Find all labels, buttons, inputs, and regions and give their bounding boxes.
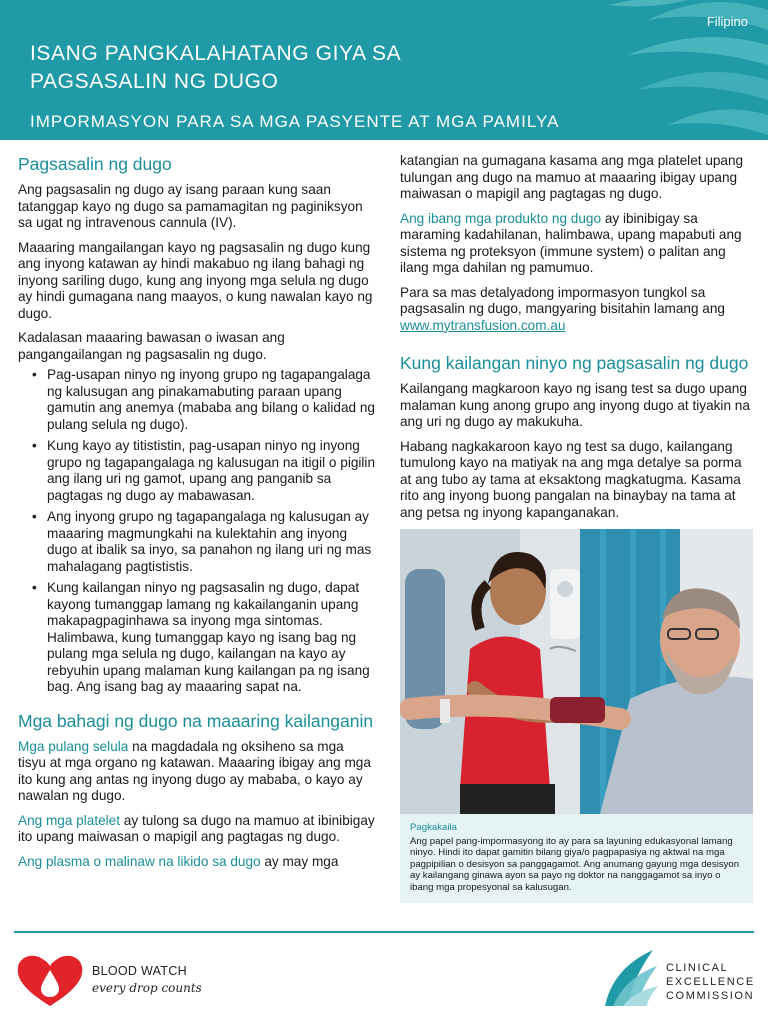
cec-line-1: CLINICAL xyxy=(666,962,729,974)
paragraph-other-products xyxy=(400,211,755,277)
paragraph-red-cells xyxy=(18,739,375,805)
text-platelets: ay tulong sa dugo na mamuo at ibinibigay ito upang maiwasan o mapigil ang pagtagas ng dugo. xyxy=(18,812,375,844)
term-platelets: Ang mga platelet xyxy=(18,812,121,828)
disclaimer-text: Ang papel pang-impormasyong ito ay para sa layuning edukasyonal lamang ninyo. Hindi ito dapat gamitin bilang giya/o pagpapasiya ng aktwal na mga pagpipilian o desisyon sa panggagamot. Ang anumang gayung mga desisyon ay kailangang ginawa ayon sa payo ng doktor na nanggagamot sa inyo o ibang mga propesyonal sa kalusugan. xyxy=(410,835,740,893)
disclaimer-label: Pagkakaila xyxy=(410,822,457,833)
cec-name xyxy=(666,961,755,1003)
disclaimer-box xyxy=(400,814,753,903)
bullet-list xyxy=(30,367,375,696)
paragraph-reasons: Maaaring mangailangan kayo ng pagsasalin ng dugo kung ang inyong katawan ay hindi makabuo ng ilang bahagi ng inyong sariling dugo, kung ang inyong mga selula ng dugo ay hindi gumagana nang maayos, o kung nawalan kayo ng dugo. xyxy=(18,239,373,321)
blood-watch-name: BLOOD WATCH xyxy=(92,964,187,978)
cec-logo xyxy=(603,946,763,1012)
text-more-info: Para sa mas detalyadong impormasyon tungkol sa pagsasalin ng dugo, mangyaring bisitahin lamang ang xyxy=(400,284,725,316)
term-plasma: Ang plasma o malinaw na likido sa dugo xyxy=(18,853,261,869)
list-item: • Pag-usapan ninyo ng inyong grupo ng tagapangalaga ng kalusugan ang pinakamabuting paraan upang gamutin ang anemya (mababa ang bilang o kalidad ng pulang selula ng dugo). xyxy=(30,367,375,433)
cec-line-2: EXCELLENCE xyxy=(666,976,755,988)
list-item: • Ang inyong grupo ng tagapangalaga ng kalusugan ay maaaring magmungkahi na kulektahin ang inyong dugo at ibalik sa inyo, sa panahon ng ilang uri ng mas mahalagang pagtististis. xyxy=(30,509,375,575)
text-plasma: ay may mga xyxy=(260,853,339,869)
language-label: Filipino xyxy=(706,14,748,29)
list-item: • Kung kayo ay titististin, pag-usapan ninyo ng inyong grupo ng tagapangalaga ng kalusugan na itigil o pigilin ang ilang uri ng gamot, upang ang panganib sa pagtagas ng dugo ay mabawasan. xyxy=(30,438,375,504)
text-red-cells: na magdadala ng oksiheno sa mga tisyu at mga organo ng katawan. Maaaring ibigay ang mga ito kung ang antas ng inyong dugo ay mababa, o kayo ay nawalan ng dugo. xyxy=(18,738,371,803)
section-heading-if-needed: Kung kailangan ninyo ng pagsasalin ng dugo xyxy=(400,353,749,373)
left-column xyxy=(18,153,375,878)
paragraph-reduce: Kadalasan maaaring bawasan o iwasan ang pangangailangan ng pagsasalin ng dugo. xyxy=(18,330,285,362)
paragraph-more-info xyxy=(400,285,755,335)
page-subtitle: IMPORMASYON PARA SA MGA PASYENTE AT MGA PAMILYA xyxy=(30,112,560,131)
mytransfusion-link[interactable]: www.mytransfusion.com.au xyxy=(400,317,566,333)
page-title xyxy=(30,40,401,96)
nurse-patient-photo xyxy=(400,529,753,814)
paragraph-intro: Ang pagsasalin ng dugo ay isang paraan kung saan tatanggap kayo ng dugo sa pamamagitan ng paginiksyon sa ugat ng intravenous cannula (IV). xyxy=(18,182,363,230)
blood-watch-logo xyxy=(14,952,214,1010)
term-red-cells: Mga pulang selula xyxy=(18,738,129,754)
section-heading-blood-components: Mga bahagi ng dugo na maaaring kailanganin xyxy=(18,710,374,731)
cec-leaf-icon xyxy=(603,948,659,1008)
paragraph-platelets xyxy=(18,813,375,846)
title-line-1: ISANG PANGKALAHATANG GIYA SA xyxy=(30,42,402,65)
blood-drop-heart-icon xyxy=(14,952,86,1008)
blood-watch-tagline: every drop counts xyxy=(92,981,202,995)
paragraph-details: Habang nagkakaroon kayo ng test sa dugo, kailangang tumulong kayo na matiyak na ang mga detalye sa porma at ang tubo ay tama at eksaktong magkatugma. Kasama rito ang inyong buong pangalan na binaybay na tama at ang petsa ng inyong kapanganakan. xyxy=(400,438,742,520)
photo-illustration xyxy=(400,529,753,814)
right-column xyxy=(400,153,755,903)
paragraph-plasma-continued: katangian na gumagana kasama ang mga platelet upang tulungan ang dugo na mamuo at maaaring ibigay upang maiwasan o mapigil ang pagtagas ng dugo. xyxy=(400,153,744,201)
section-heading-transfusion: Pagsasalin ng dugo xyxy=(18,154,172,174)
term-other-products: Ang ibang mga produkto ng dugo xyxy=(400,210,602,226)
cec-line-3: COMMISSION xyxy=(666,990,755,1002)
paragraph-blood-test: Kailangang magkaroon kayo ng isang test sa dugo upang malaman kung anong grupo ang inyong dugo at tiyakin na ang uri ng dugo ay makukuha. xyxy=(400,381,750,429)
footer-divider xyxy=(14,931,754,933)
list-item: • Kung kailangan ninyo ng pagsasalin ng dugo, dapat kayong tumanggap lamang ng kakailanganin upang makapagpaginhawa sa inyong mga sintomas. Halimbawa, kung tumanggap kayo ng isang bag ng pulang mga selula ng dugo, kailangan na kayo ay rebyuhin upang malaman kung kailangan pa ng isang bag. Ang isang bag ay maaaring sapat na. xyxy=(30,580,375,696)
header-banner xyxy=(0,0,768,140)
text-other-products: ay ibinibigay sa maraming kadahilanan, halimbawa, upang mapabuti ang sistema ng proteksyon (immune system) o palitan ang ilang mga dahilan ng pamumuo. xyxy=(400,210,742,275)
title-line-2: PAGSASALIN NG DUGO xyxy=(30,70,279,93)
paragraph-plasma xyxy=(18,854,375,871)
